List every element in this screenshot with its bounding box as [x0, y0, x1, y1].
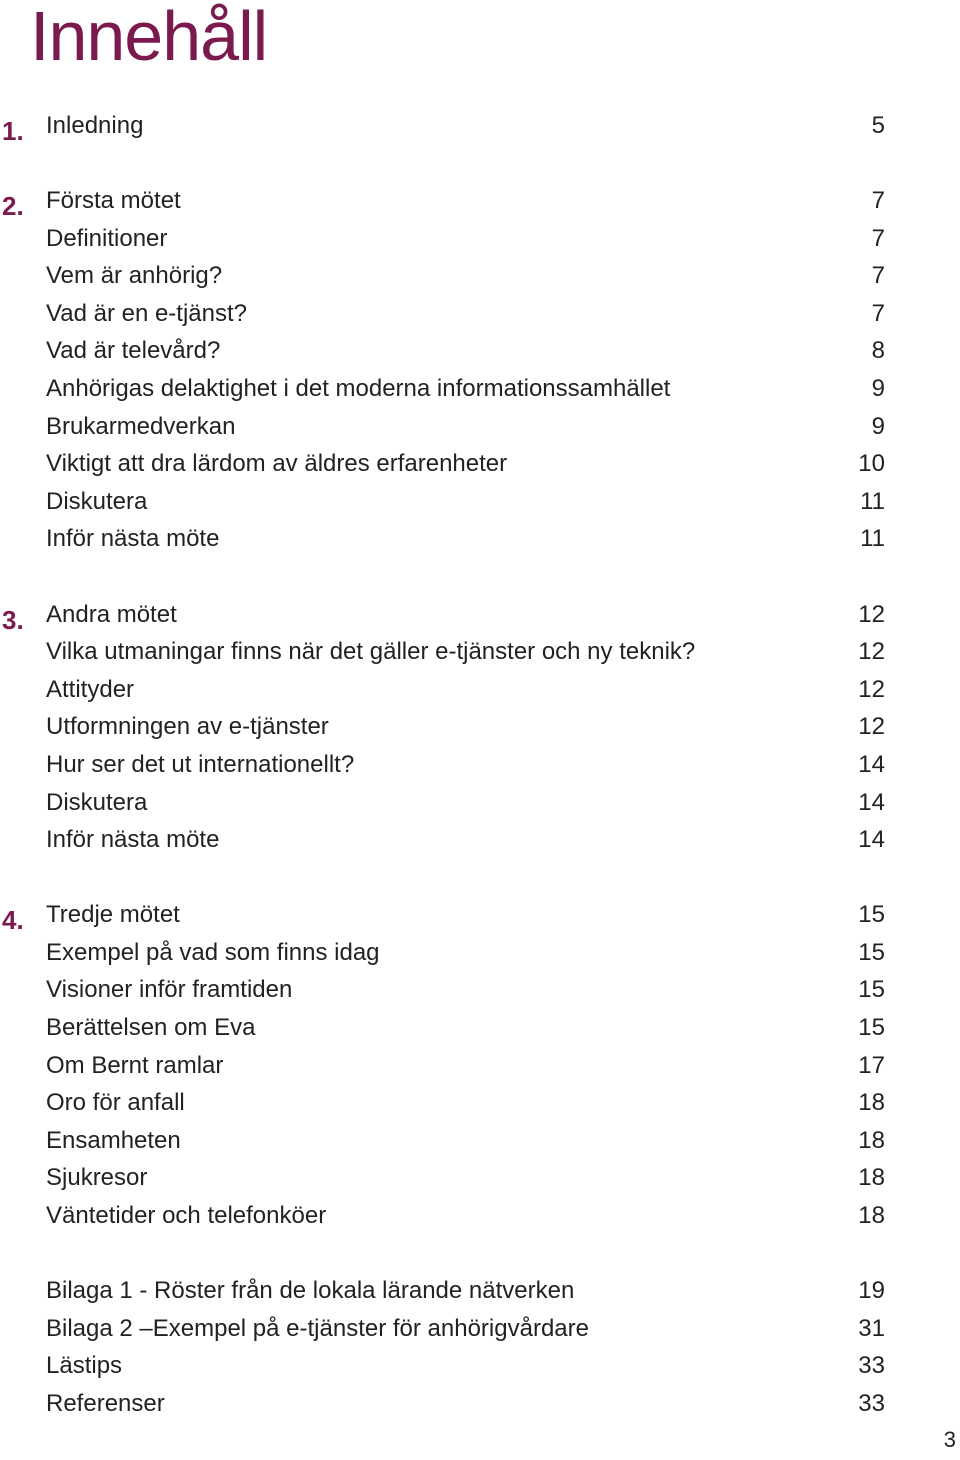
page-title: Innehåll: [30, 0, 268, 75]
toc-entry-page: 7: [871, 262, 885, 290]
toc-entry[interactable]: [0, 1310, 960, 1348]
toc-entry-page: 18: [858, 1201, 885, 1229]
toc-entry[interactable]: [0, 1197, 960, 1235]
toc-entry[interactable]: [0, 596, 960, 634]
toc-entry[interactable]: [0, 1159, 960, 1197]
toc-entry[interactable]: [0, 182, 960, 220]
toc-entry-label: Väntetider och telefonköer: [46, 1201, 327, 1229]
toc-entry[interactable]: [0, 671, 960, 709]
toc-entry-page: 18: [858, 1089, 885, 1117]
toc-entry-page: 31: [858, 1314, 885, 1342]
toc-entry[interactable]: [0, 257, 960, 295]
toc-entry-page: 15: [858, 976, 885, 1004]
toc-section: [0, 896, 960, 1234]
toc-entry-page: 18: [858, 1164, 885, 1192]
toc-entry-page: 15: [858, 938, 885, 966]
toc-entry-label: Inför nästa möte: [46, 826, 220, 854]
toc-entry-page: 19: [858, 1277, 885, 1305]
toc-entry-page: 12: [858, 675, 885, 703]
toc-entry[interactable]: [0, 821, 960, 859]
toc-entry-label: Vilka utmaningar finns när det gäller e-tjänster och ny teknik?: [46, 638, 696, 666]
toc-entry-page: 12: [858, 638, 885, 666]
toc-entry[interactable]: [0, 1347, 960, 1385]
toc-entry-label: Tredje mötet: [46, 901, 180, 929]
toc-entry-page: 11: [860, 525, 885, 553]
toc-entry-page: 11: [860, 487, 885, 515]
toc-entry[interactable]: [0, 332, 960, 370]
toc-entry[interactable]: [0, 520, 960, 558]
toc-entry-label: Berättelsen om Eva: [46, 1013, 256, 1041]
toc-entry-label: Sjukresor: [46, 1164, 148, 1192]
toc-entry-page: 8: [871, 337, 885, 365]
toc-entry-label: Visioner inför framtiden: [46, 976, 293, 1004]
toc-entry-label: Definitioner: [46, 224, 168, 252]
toc-entry-page: 14: [858, 750, 885, 778]
toc-entry-label: Diskutera: [46, 487, 148, 515]
toc-entry[interactable]: [0, 107, 960, 145]
toc-entry-page: 5: [871, 112, 885, 139]
toc-entry-label: Attityder: [46, 675, 135, 703]
section-number: 3.: [2, 604, 24, 635]
toc-entry[interactable]: [0, 483, 960, 521]
toc-entry[interactable]: [0, 1122, 960, 1160]
toc-entry-label: Första mötet: [46, 187, 181, 215]
toc-entry-page: 7: [871, 224, 885, 252]
toc-entry-page: 33: [858, 1352, 885, 1380]
toc-entry[interactable]: [0, 445, 960, 483]
toc-entry[interactable]: [0, 408, 960, 446]
toc-entry-page: 14: [858, 788, 885, 816]
toc-entry[interactable]: [0, 1047, 960, 1085]
toc-entry[interactable]: [0, 295, 960, 333]
toc-entry-page: 9: [871, 412, 885, 440]
toc-entry[interactable]: [0, 934, 960, 972]
toc-entry-page: 12: [858, 713, 885, 741]
toc-entry-label: Anhörigas delaktighet i det moderna informationssamhället: [46, 375, 671, 403]
toc-entry-label: Vem är anhörig?: [46, 262, 223, 290]
toc-entry-label: Inledning: [46, 112, 144, 139]
toc-entry-label: Bilaga 1 - Röster från de lokala lärande nätverken: [46, 1277, 575, 1305]
toc-entry-page: 7: [871, 187, 885, 215]
table-of-contents: [0, 107, 960, 1460]
toc-entry-label: Bilaga 2 –Exempel på e-tjänster för anhörigvårdare: [46, 1314, 589, 1342]
toc-entry-page: 9: [871, 375, 885, 403]
toc-entry-label: Oro för anfall: [46, 1089, 185, 1117]
toc-entry-label: Referenser: [46, 1389, 165, 1417]
toc-entry-page: 14: [858, 826, 885, 854]
toc-entry-page: 10: [858, 450, 885, 478]
toc-entry[interactable]: [0, 784, 960, 822]
toc-entry[interactable]: [0, 971, 960, 1009]
toc-entry-page: 17: [858, 1051, 885, 1079]
section-number: 4.: [2, 905, 24, 936]
section-number: 1.: [2, 116, 24, 146]
toc-entry-label: Hur ser det ut internationellt?: [46, 750, 355, 778]
section-number: 2.: [2, 191, 24, 222]
toc-entry[interactable]: [0, 1272, 960, 1310]
page-number: 3: [943, 1427, 956, 1452]
toc-entry-label: Exempel på vad som finns idag: [46, 938, 380, 966]
toc-entry-page: 33: [858, 1389, 885, 1417]
toc-entry[interactable]: [0, 746, 960, 784]
toc-section: [0, 107, 960, 145]
toc-section: [0, 596, 960, 859]
toc-entry-label: Inför nästa möte: [46, 525, 220, 553]
toc-entry[interactable]: [0, 633, 960, 671]
toc-entry[interactable]: [0, 220, 960, 258]
toc-entry-label: Vad är televård?: [46, 337, 221, 365]
toc-entry-label: Ensamheten: [46, 1126, 181, 1154]
toc-entry-page: 15: [858, 901, 885, 929]
toc-entry[interactable]: [0, 1385, 960, 1423]
toc-entry-label: Brukarmedverkan: [46, 412, 236, 440]
toc-entry-label: Utformningen av e-tjänster: [46, 713, 329, 741]
toc-entry-page: 18: [858, 1126, 885, 1154]
toc-entry[interactable]: [0, 896, 960, 934]
toc-section: [0, 182, 960, 558]
toc-entry[interactable]: [0, 708, 960, 746]
toc-entry-page: 15: [858, 1013, 885, 1041]
toc-entry-label: Viktigt att dra lärdom av äldres erfarenheter: [46, 450, 508, 478]
toc-entry-label: Om Bernt ramlar: [46, 1051, 224, 1079]
toc-entry-label: Vad är en e-tjänst?: [46, 299, 248, 327]
toc-appendix: [0, 1272, 960, 1422]
toc-entry[interactable]: [0, 1009, 960, 1047]
toc-entry-page: 12: [858, 600, 885, 628]
toc-entry[interactable]: [0, 370, 960, 408]
toc-entry-label: Diskutera: [46, 788, 148, 816]
toc-entry[interactable]: [0, 1084, 960, 1122]
toc-entry-label: Andra mötet: [46, 600, 177, 628]
toc-entry-page: 7: [871, 299, 885, 327]
toc-entry-label: Lästips: [46, 1352, 123, 1380]
